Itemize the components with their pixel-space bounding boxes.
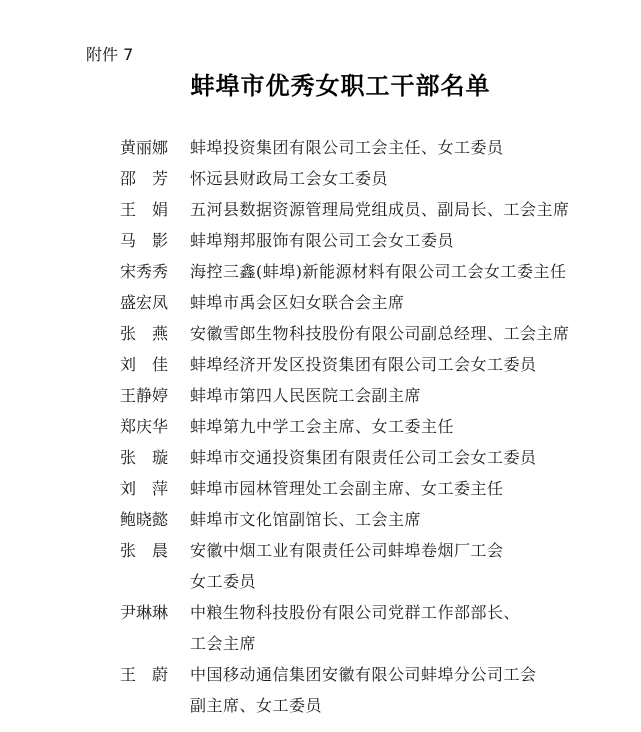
person-position	[190, 132, 620, 163]
list-item	[120, 659, 620, 721]
list-item	[120, 349, 620, 380]
person-name: 黄丽娜	[120, 138, 169, 157]
list-item	[120, 287, 620, 318]
list-item	[120, 442, 620, 473]
person-name: 宋秀秀	[120, 262, 169, 281]
position-line: 蚌埠市第四人民医院工会副主席	[190, 386, 422, 405]
person-position	[190, 535, 620, 597]
person-name: 张 燕	[120, 324, 169, 343]
position-line: 蚌埠市交通投资集团有限责任公司工会女工委员	[190, 448, 537, 467]
person-name: 王 蔚	[120, 665, 169, 684]
list-item	[120, 504, 620, 535]
person-position	[190, 411, 620, 442]
person-position	[190, 225, 620, 256]
list-item	[120, 411, 620, 442]
person-name: 尹琳琳	[120, 603, 169, 622]
person-name: 刘 萍	[120, 479, 169, 498]
person-position	[190, 349, 620, 380]
list-item	[120, 132, 620, 163]
position-line: 蚌埠翔邦服饰有限公司工会女工委员	[190, 231, 455, 250]
position-line: 五河县数据资源管理局党组成员、副局长、工会主席	[190, 200, 570, 219]
person-position	[190, 163, 620, 194]
position-line: 海控三鑫(蚌埠)新能源材料有限公司工会女工委主任	[190, 262, 567, 281]
position-line: 女工委员	[190, 572, 257, 591]
position-line: 蚌埠第九中学工会主席、女工委主任	[190, 417, 455, 436]
position-line: 蚌埠市园林管理处工会副主席、女工委主任	[190, 479, 504, 498]
position-line: 怀远县财政局工会女工委员	[190, 169, 389, 188]
person-name: 张 璇	[120, 448, 169, 467]
person-name: 刘 佳	[120, 355, 169, 374]
list-item	[120, 163, 620, 194]
person-name: 鲍晓懿	[120, 510, 169, 529]
position-line: 副主席、女工委员	[190, 696, 323, 715]
position-line: 工会主席	[190, 634, 257, 653]
position-line: 中粮生物科技股份有限公司党群工作部部长、	[190, 603, 521, 622]
list-item	[120, 597, 620, 659]
person-position	[190, 473, 620, 504]
person-position	[190, 597, 620, 659]
person-position	[190, 442, 620, 473]
list-item	[120, 318, 620, 349]
list-item	[120, 194, 620, 225]
position-line: 蚌埠市文化馆副馆长、工会主席	[190, 510, 422, 529]
person-name: 张 晨	[120, 541, 169, 560]
person-position	[190, 504, 620, 535]
position-line: 蚌埠投资集团有限公司工会主任、女工委员	[190, 138, 504, 157]
person-name: 郑庆华	[120, 417, 169, 436]
list-item	[120, 256, 620, 287]
position-line: 安徽雪郎生物科技股份有限公司副总经理、工会主席	[190, 324, 570, 343]
list-item	[120, 535, 620, 597]
person-position	[190, 287, 620, 318]
list-item	[120, 225, 620, 256]
person-position	[190, 380, 620, 411]
person-position	[190, 194, 620, 225]
person-position	[190, 659, 620, 721]
person-position	[190, 318, 620, 349]
position-line: 中国移动通信集团安徽有限公司蚌埠分公司工会	[190, 665, 537, 684]
person-name: 邵 芳	[120, 169, 169, 188]
position-line: 蚌埠经济开发区投资集团有限公司工会女工委员	[190, 355, 537, 374]
person-name: 王 娟	[120, 200, 169, 219]
person-position	[190, 256, 620, 287]
position-line: 蚌埠市禹会区妇女联合会主席	[190, 293, 405, 312]
person-name: 马 影	[120, 231, 169, 250]
position-line: 安徽中烟工业有限责任公司蚌埠卷烟厂工会	[190, 541, 504, 560]
document-title: 蚌埠市优秀女职工干部名单	[190, 71, 491, 100]
person-name: 盛宏凤	[120, 293, 169, 312]
list-item	[120, 380, 620, 411]
list-item	[120, 473, 620, 504]
attachment-label: 附件 7	[86, 45, 134, 64]
person-name: 王静婷	[120, 386, 169, 405]
name-list	[120, 132, 620, 721]
